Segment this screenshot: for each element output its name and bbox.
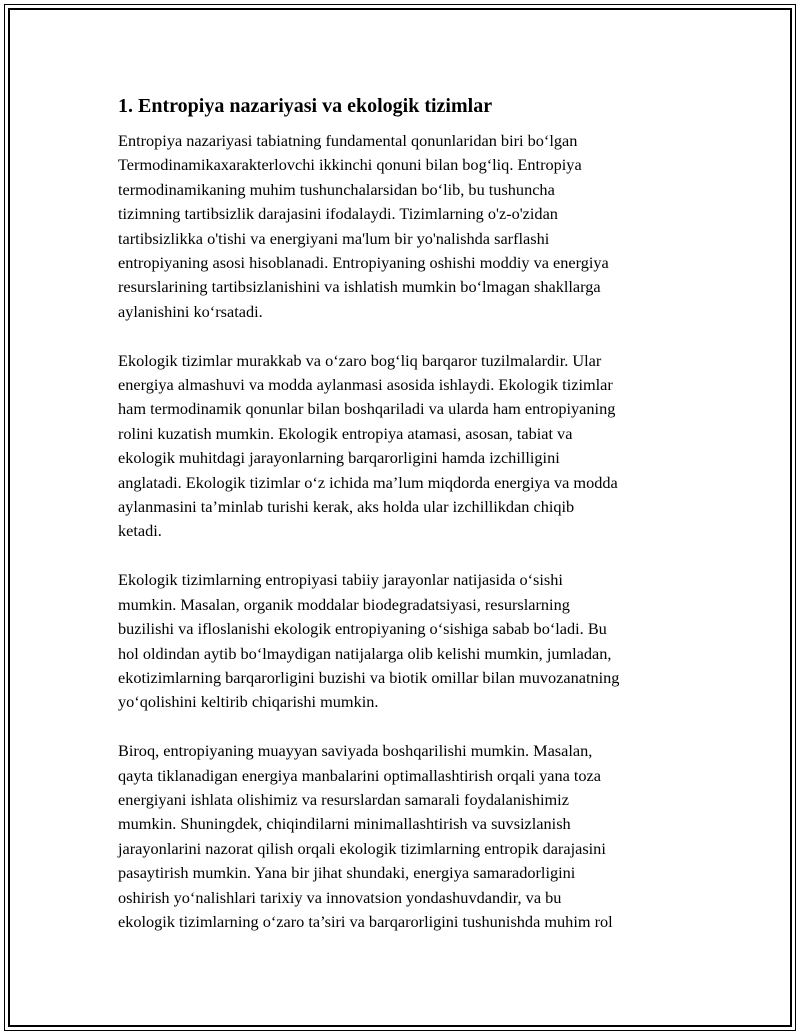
text-line: mumkin. Masalan, organik moddalar biodegradatsiyasi, resurslarning xyxy=(118,594,570,614)
text-line: mumkin. Shuningdek, chiqindilarni minimallashtirish va suvsizlanish xyxy=(118,814,571,834)
text-line: Biroq, entropiyaning muayyan saviyada boshqarilishi mumkin. Masalan, xyxy=(118,741,593,761)
text-line: hol oldindan aytib bo‘lmaydigan natijalarga olib kelishi mumkin, jumladan, xyxy=(118,643,612,663)
text-line: Ekologik tizimlar murakkab va o‘zaro bog‘liq barqaror tuzilmalardir. Ular xyxy=(118,350,602,370)
paragraph-4 xyxy=(118,739,686,934)
section-heading: 1. Entropiya nazariyasi va ekologik tizimlar xyxy=(118,95,493,117)
paragraph-2 xyxy=(118,349,686,544)
text-line: resurslarining tartibsizlanishini va ishlatish mumkin bo‘lmagan shakllarga xyxy=(118,277,601,297)
text-line: tizimning tartibsizlik darajasini ifodalaydi. Tizimlarning o'z-o'zidan xyxy=(118,204,558,224)
paragraph-1 xyxy=(118,129,686,324)
text-line: rolini kuzatish mumkin. Ekologik entropiya atamasi, asosan, tabiat va xyxy=(118,423,573,443)
text-line: oshirish yo‘nalishlari tarixiy va innovatsion yondashuvdandir, va bu xyxy=(118,887,562,907)
text-line: Ekologik tizimlarning entropiyasi tabiiy jarayonlar natijasida o‘sishi xyxy=(118,570,563,590)
text-line: anglatadi. Ekologik tizimlar o‘z ichida ma’lum miqdorda energiya va modda xyxy=(118,472,618,492)
text-line: ekologik tizimlarning o‘zaro ta’siri va barqarorligini tushunishda muhim rol xyxy=(118,911,613,931)
text-line: ketadi. xyxy=(118,521,162,541)
text-line: energiya almashuvi va modda aylanmasi asosida ishlaydi. Ekologik tizimlar xyxy=(118,375,613,395)
text-line: buzilishi va ifloslanishi ekologik entropiyaning o‘sishiga sabab bo‘ladi. Bu xyxy=(118,619,607,639)
text-line: yo‘qolishini keltirib chiqarishi mumkin. xyxy=(118,692,379,712)
text-line: ekologik muhitdagi jarayonlarning barqarorligini hamda izchilligini xyxy=(118,448,560,468)
text-line: aylanishini ko‘rsatadi. xyxy=(118,301,263,321)
text-line: Termodinamikaxarakterlovchi ikkinchi qonuni bilan bog‘liq. Entropiya xyxy=(118,155,582,175)
text-line: pasaytirish mumkin. Yana bir jihat shundaki, energiya samaradorligini xyxy=(118,863,576,883)
text-line: ham termodinamik qonunlar bilan boshqariladi va ularda ham entropiyaning xyxy=(118,399,616,419)
text-line: qayta tiklanadigan energiya manbalarini optimallashtirish orqali yana toza xyxy=(118,765,601,785)
text-line: aylanmasini ta’minlab turishi kerak, aks holda ular izchillikdan chiqib xyxy=(118,497,575,517)
text-line: ekotizimlarning barqarorligini buzishi va biotik omillar bilan muvozanatning xyxy=(118,667,620,687)
text-line: tartibsizlikka o'tishi va energiyani ma'lum bir yo'nalishda sarflashi xyxy=(118,228,550,248)
text-line: entropiyaning asosi hisoblanadi. Entropiyaning oshishi moddiy va energiya xyxy=(118,253,609,273)
document-body xyxy=(118,92,686,959)
text-line: Entropiya nazariyasi tabiatning fundamental qonunlaridan biri bo‘lgan xyxy=(118,131,578,150)
paragraph-3 xyxy=(118,568,686,714)
text-line: jarayonlarini nazorat qilish orqali ekologik tizimlarning entropik darajasini xyxy=(118,838,606,858)
text-line: termodinamikaning muhim tushunchalarsidan bo‘lib, bu tushuncha xyxy=(118,179,555,199)
text-line: energiyani ishlata olishimiz va resurslardan samarali foydalanishimiz xyxy=(118,789,569,809)
